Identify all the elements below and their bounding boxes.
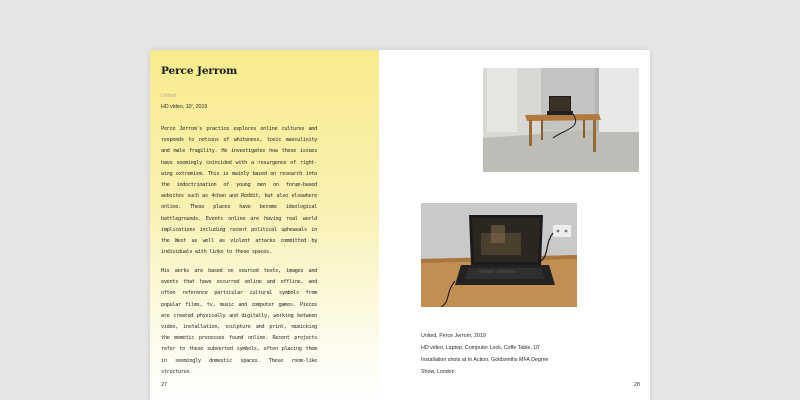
caption-line-3: Installation shots at In Action, Goldsmiths MFA Degree	[421, 357, 549, 363]
page-number-left: 27	[161, 382, 168, 388]
right-page	[379, 50, 650, 400]
installation-photo-room-image	[483, 68, 639, 172]
installation-photo-room	[483, 68, 639, 172]
installation-photo-laptop	[421, 203, 577, 307]
installation-photo-laptop-image	[421, 203, 577, 307]
photo-caption	[421, 330, 621, 378]
left-page	[150, 50, 379, 400]
caption-line-4: Show, London	[421, 369, 455, 375]
caption-line-1: United, Perce Jerrom, 2019	[421, 333, 486, 339]
book-spread	[150, 50, 650, 400]
body-paragraph-1: Perce Jerrom's practice explores online cultures and responds to notions of whiteness, toxic masculinity and male fragility. He investigates how these issues have seemingly coincided with a resurgence of right-wing extremism. This is mainly based on research into the indoctrination of young men on forum-based websites such as 4chan and Reddit, but also elsewhere online. These places have become ideological battlegrounds. Events online are having real world implications including recent political upheavals in the West as well as violent attacks committed by individuals with links to these spaces.	[161, 126, 317, 256]
body-paragraph-2: His works are based on sourced texts, images and events that have occurred online and offline, and often reference particular cultural symbols from popular films, tv, music and computer games. Pieces are created physically and digitally, working between video, installation, sculpture and print, mimicking the memetic processes found online. Recent projects refer to these subverted symbols, often placing them in seemingly domestic spaces. These room-like structures	[161, 268, 317, 375]
artist-title: Perce Jerrom	[161, 65, 238, 77]
caption-line-2: HD video, Laptop, Computer Lock, Coffe Table, 10'	[421, 345, 541, 351]
work-meta: HD video, 10', 2019	[161, 104, 208, 110]
work-title-label: United	[161, 93, 176, 99]
page-number-right: 28	[633, 382, 640, 388]
